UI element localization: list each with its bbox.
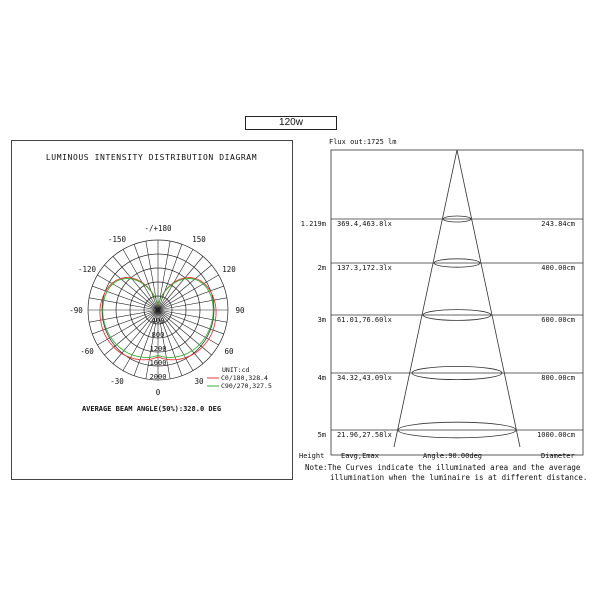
cone-frame [331,150,583,455]
polar-angle-label: -120 [77,265,97,274]
diameter-value: 243.84cm [541,220,575,228]
diameter-value: 1000.00cm [537,431,575,439]
illuminance-cone-chart [299,150,583,460]
flux-out-text: Flux out:1725 lm [329,138,397,146]
note-line-1: Note:The Curves indicate the illuminated area and the average [305,463,581,472]
model-label: 120w [245,116,337,130]
diameter-value: 600.00cm [541,316,575,324]
polar-angle-label: 150 [192,234,206,244]
polar-radial-label: 2000 [149,373,167,381]
footer-height-label: Height [299,452,325,460]
eavg-emax-value: 137.3,172.3lx [337,264,392,272]
height-label: 1.219m [300,220,326,228]
diameter-value: 400.00cm [541,264,575,272]
polar-angle-label: -30 [110,377,124,387]
polar-angle-label: 90 [235,306,245,315]
eavg-emax-value: 21.96,27.58lx [337,431,392,439]
eavg-emax-value: 34.32,43.09lx [337,374,392,382]
polar-angle-label: 60 [224,347,234,356]
legend-label: C90/270,327.5 [221,382,272,390]
polar-angle-label: 120 [222,265,236,274]
footer-eavg-label: Eavg,Emax [341,452,379,460]
polar-radial-label: 400 [151,317,165,325]
polar-chart [69,224,272,397]
cone-side-right [457,150,520,447]
polar-radial-label: 1200 [149,345,167,353]
legend-label: C0/180,328.4 [221,374,268,382]
polar-angle-label: -150 [107,234,127,244]
height-label: 4m [317,374,326,382]
cone-side-left [394,150,457,447]
height-label: 3m [317,316,326,324]
note-text [305,463,597,483]
beam-angle-text: AVERAGE BEAM ANGLE(50%):328.0 DEG [81,405,222,413]
diagram-title: LUMINOUS INTENSITY DISTRIBUTION DIAGRAM [45,153,258,162]
polar-angle-label: -/+180 [144,224,172,233]
polar-angle-label: -60 [80,347,94,356]
polar-angle-label: -90 [69,306,83,315]
polar-radial-label: 800 [151,331,165,339]
diameter-value: 800.00cm [541,374,575,382]
polar-radial-label: 1600 [149,359,167,367]
polar-angle-label: 0 [155,388,161,397]
height-label: 2m [317,264,326,272]
footer-angle-label: Angle:90.00deg [423,452,483,460]
polar-angle-label: 30 [194,377,204,387]
footer-diameter-label: Diameter [541,452,575,460]
height-label: 5m [317,431,326,439]
note-line-2: illumination when the luminaire is at different distance. [330,473,588,482]
eavg-emax-value: 369.4,463.8lx [337,220,392,228]
unit-label: UNIT:cd [222,366,250,374]
eavg-emax-value: 61.01,76.60lx [337,316,392,324]
